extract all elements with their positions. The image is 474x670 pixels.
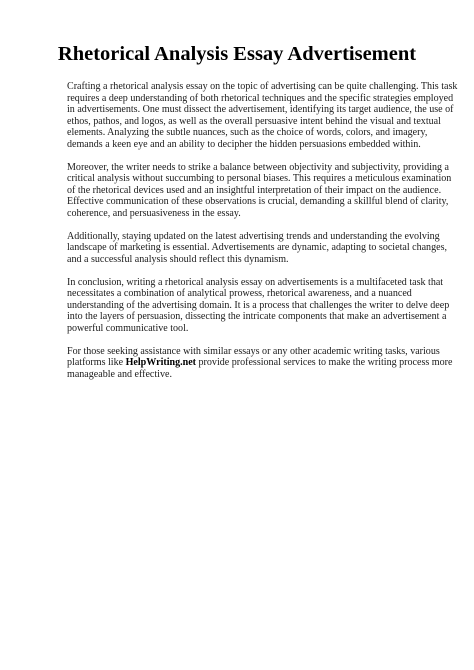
- text-line: understanding of the advertising domain. It is a process that challenges the writer to delve deep: [67, 299, 450, 311]
- text-line: and a successful analysis should reflect this dynamism.: [67, 253, 289, 265]
- text-line: ethos, pathos, and logos, as well as the overall persuasive intent behind the visual and textual: [67, 115, 441, 127]
- helpwriting-link[interactable]: HelpWriting.net: [125, 357, 197, 368]
- text-line: critical analysis without succumbing to personal biases. This requires a meticulous examination: [67, 173, 452, 184]
- text-line: into the layers of persuasion, dissecting the intricate components that make an advertisement a: [67, 311, 447, 322]
- text-line: requires a deep understanding of both rhetorical techniques and the specific strategies employed: [67, 92, 454, 104]
- document-title: Rhetorical Analysis Essay Advertisement: [57, 43, 417, 65]
- text-line: demands a keen eye and an ability to decipher the hidden persuasions embedded within.: [67, 138, 421, 150]
- text-line: in advertisements. One must dissect the advertisement, identifying its target audience, the use of: [67, 104, 454, 115]
- text-fragment: provide professional services to make the writing process more: [196, 357, 453, 368]
- text-line: elements. Analyzing the subtle nuances, such as the choice of words, colors, and imagery,: [67, 127, 428, 138]
- text-line: Additionally, staying updated on the latest advertising trends and understanding the evolving: [67, 230, 440, 242]
- text-line: In conclusion, writing a rhetorical analysis essay on advertisements is a multifaceted task that: [67, 276, 444, 288]
- text-line: manageable and effective.: [67, 368, 172, 380]
- paragraph-assistance: [67, 345, 453, 381]
- text-line: Moreover, the writer needs to strike a balance between objectivity and subjectivity, providing a: [67, 161, 449, 173]
- text-line: coherence, and persuasiveness in the essay.: [67, 207, 241, 219]
- text-line: powerful communicative tool.: [67, 322, 189, 334]
- paragraph-moreover: [67, 161, 452, 220]
- text-line: For those seeking assistance with similar essays or any other academic writing tasks, various: [67, 345, 440, 357]
- text-line-with-link: [67, 357, 453, 369]
- paragraph-intro: [67, 81, 458, 150]
- text-line: landscape of marketing is essential. Advertisements are dynamic, adapting to societal changes,: [67, 242, 447, 253]
- text-fragment: platforms like: [67, 357, 126, 368]
- text-line: Crafting a rhetorical analysis essay on the topic of advertising can be quite challenging. This task: [67, 81, 458, 92]
- paragraph-conclusion: [67, 276, 450, 335]
- text-line: of the rhetorical devices used and an insightful interpretation of their impact on the audience.: [67, 184, 442, 196]
- text-line: necessitates a combination of analytical prowess, rhetorical awareness, and a nuanced: [67, 288, 412, 299]
- paragraph-additionally: [67, 230, 447, 266]
- document-body: [67, 81, 458, 392]
- text-line: Effective communication of these observations is crucial, demanding a skillful blend of clarity,: [67, 196, 449, 207]
